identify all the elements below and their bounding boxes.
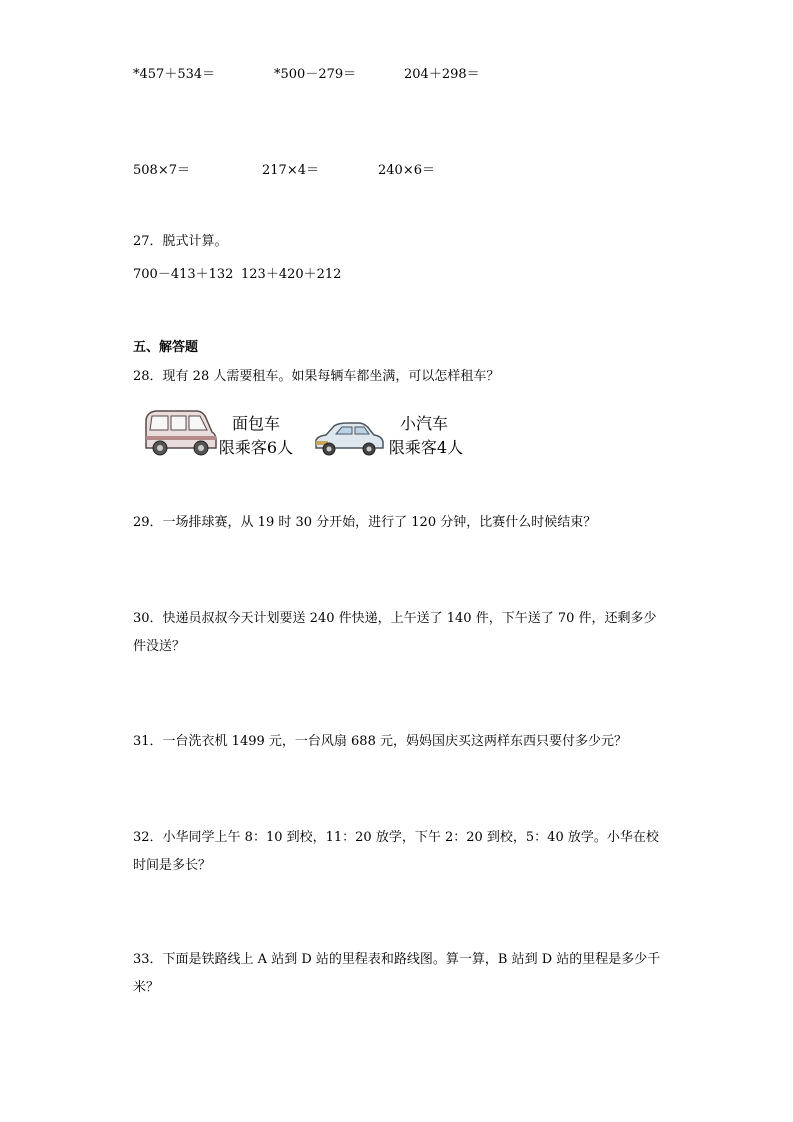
- calc-expression: 508×7＝: [133, 163, 190, 178]
- question-28-text: 28．现有 28 人需要租车。如果每辆车都坐满，可以怎样租车？: [133, 369, 500, 384]
- calc-expression: *457＋534＝: [133, 67, 216, 82]
- question-29-text: 29．一场排球赛，从 19 时 30 分开始，进行了 120 分钟，比赛什么时候结束？: [133, 515, 597, 530]
- car-capacity: 限乘客4人: [388, 438, 464, 457]
- van-capacity: 限乘客6人: [218, 438, 294, 457]
- section-heading: 五、解答题: [133, 340, 199, 355]
- question-30-text: 30．快递员叔叔今天计划要送 240 件快递，上午送了 140 件，下午送了 70 件，还剩多少件没送？: [133, 611, 657, 654]
- calc-expression: 240×6＝: [378, 163, 435, 178]
- minivan-icon: [140, 406, 220, 460]
- calc-expression: 204＋298＝: [404, 67, 480, 82]
- question-27-title: 27．脱式计算。: [133, 234, 228, 249]
- van-label: 面包车: [231, 414, 280, 433]
- car-label: 小汽车: [399, 414, 448, 433]
- calc-expression: 217×4＝: [262, 163, 319, 178]
- q27-expression: 700－413＋132: [133, 267, 234, 282]
- question-32-text: 32．小华同学上午 8：10 到校，11：20 放学，下午 2：20 到校，5：40 放学。小华在校时间是多长？: [133, 830, 659, 873]
- calc-expression: *500－279＝: [274, 67, 357, 82]
- question-33-text: 33．下面是铁路线上 A 站到 D 站的里程表和路线图。算一算，B 站到 D 站的里程是多少千米？: [133, 952, 661, 995]
- question-31-text: 31．一台洗衣机 1499 元，一台风扇 688 元，妈妈国庆买这两样东西只要付多少元？: [133, 734, 627, 749]
- q27-expression: 123＋420＋212: [241, 267, 342, 282]
- sedan-icon: [312, 416, 386, 460]
